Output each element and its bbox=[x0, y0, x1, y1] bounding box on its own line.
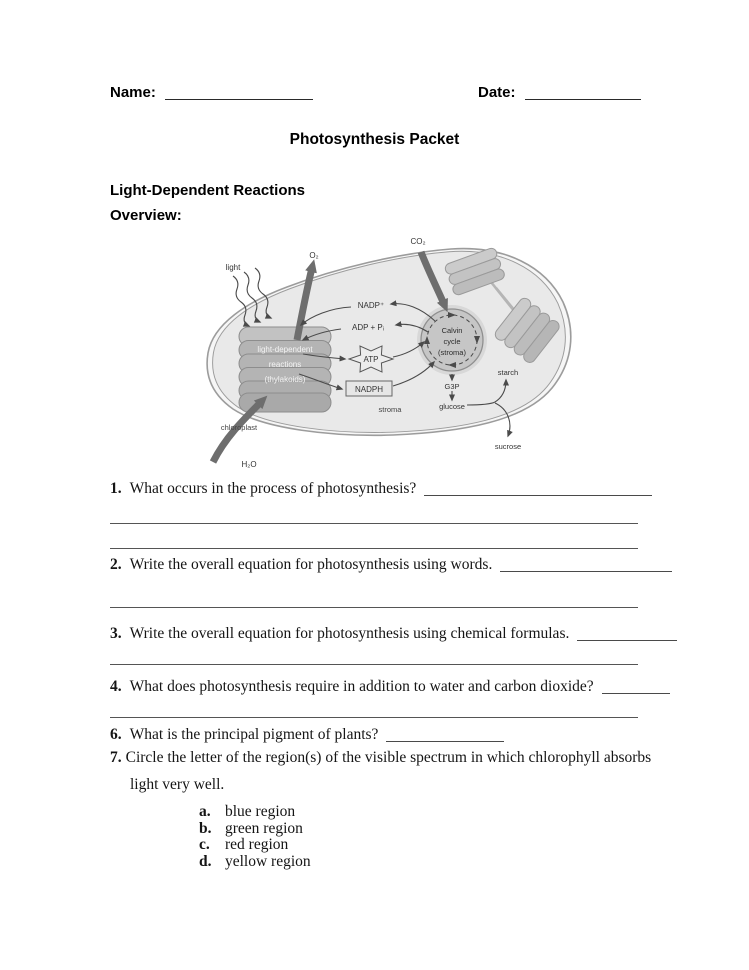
label-calvin-line3: (stroma) bbox=[438, 348, 466, 357]
question-6 bbox=[110, 726, 504, 744]
option-d bbox=[199, 853, 311, 871]
label-adp-pi: ADP + Pᵢ bbox=[351, 323, 385, 332]
question-1 bbox=[110, 480, 652, 498]
option-d-letter: d. bbox=[199, 853, 212, 870]
question-2 bbox=[110, 556, 672, 574]
question-1-number: 1. bbox=[110, 480, 122, 497]
date-blank bbox=[525, 85, 641, 100]
question-1-text: What occurs in the process of photosynthesis? bbox=[129, 480, 417, 497]
label-g3p: G3P bbox=[444, 382, 460, 391]
option-c-text: red region bbox=[225, 836, 289, 853]
option-b-letter: b. bbox=[199, 820, 212, 837]
option-a-text: blue region bbox=[225, 803, 296, 820]
date-label: Date: bbox=[478, 84, 516, 101]
option-b-text: green region bbox=[225, 820, 303, 837]
option-d-text: yellow region bbox=[225, 853, 311, 870]
label-starch: starch bbox=[497, 368, 519, 377]
name-row bbox=[110, 84, 313, 101]
question-7-text: Circle the letter of the region(s) of the visible spectrum in which chlorophyll absorbs bbox=[125, 749, 652, 766]
label-stack-line3: (thylakoids) bbox=[264, 375, 306, 384]
question-4 bbox=[110, 678, 670, 696]
label-calvin-line1: Calvin bbox=[441, 326, 463, 335]
label-calvin-line2: cycle bbox=[443, 337, 461, 346]
question-3-blank bbox=[577, 625, 677, 641]
question-2-number: 2. bbox=[110, 556, 122, 573]
label-light: light bbox=[225, 263, 241, 272]
label-co2: CO₂ bbox=[410, 237, 426, 246]
page-title: Photosynthesis Packet bbox=[289, 131, 460, 148]
question-1-blank bbox=[424, 480, 652, 496]
question-3-text: Write the overall equation for photosynthesis using chemical formulas. bbox=[129, 625, 570, 642]
label-o2: O₂ bbox=[309, 251, 319, 260]
answer-line bbox=[110, 607, 638, 608]
question-7 bbox=[110, 749, 651, 767]
option-c bbox=[199, 836, 288, 854]
label-glucose: glucose bbox=[439, 402, 465, 411]
label-sucrose: sucrose bbox=[494, 442, 522, 451]
label-nadp: NADP⁺ bbox=[357, 301, 385, 310]
question-4-text: What does photosynthesis require in addition to water and carbon dioxide? bbox=[129, 678, 594, 695]
label-atp: ATP bbox=[363, 355, 379, 364]
question-3 bbox=[110, 625, 677, 643]
option-a-letter: a. bbox=[199, 803, 211, 820]
thylakoid-stack bbox=[239, 327, 331, 412]
label-stroma: stroma bbox=[378, 405, 402, 414]
answer-line bbox=[110, 717, 638, 718]
overview-heading: Overview: bbox=[110, 207, 182, 224]
label-chloroplast: chloroplast bbox=[220, 423, 258, 432]
name-blank bbox=[165, 85, 313, 100]
label-nadph: NADPH bbox=[354, 385, 384, 394]
section-heading: Light-Dependent Reactions bbox=[110, 182, 306, 199]
name-label: Name: bbox=[110, 84, 156, 101]
question-2-text: Write the overall equation for photosynthesis using words. bbox=[129, 556, 493, 573]
answer-line bbox=[110, 523, 638, 524]
label-stack-line2: reactions bbox=[268, 360, 302, 369]
question-4-number: 4. bbox=[110, 678, 122, 695]
question-6-text: What is the principal pigment of plants? bbox=[129, 726, 379, 743]
question-4-blank bbox=[602, 678, 670, 694]
question-7-continued: light very well. bbox=[130, 776, 225, 793]
question-2-blank bbox=[500, 556, 672, 572]
label-h2o: H₂O bbox=[241, 460, 257, 469]
photosynthesis-diagram bbox=[195, 228, 585, 478]
question-7-number: 7. bbox=[110, 749, 122, 766]
question-6-blank bbox=[386, 726, 504, 742]
question-6-number: 6. bbox=[110, 726, 122, 743]
label-stack-line1: light-dependent bbox=[257, 345, 313, 354]
question-3-number: 3. bbox=[110, 625, 122, 642]
option-a bbox=[199, 803, 295, 821]
date-row bbox=[478, 84, 641, 101]
answer-line bbox=[110, 548, 638, 549]
answer-line bbox=[110, 664, 638, 665]
option-c-letter: c. bbox=[199, 836, 210, 853]
